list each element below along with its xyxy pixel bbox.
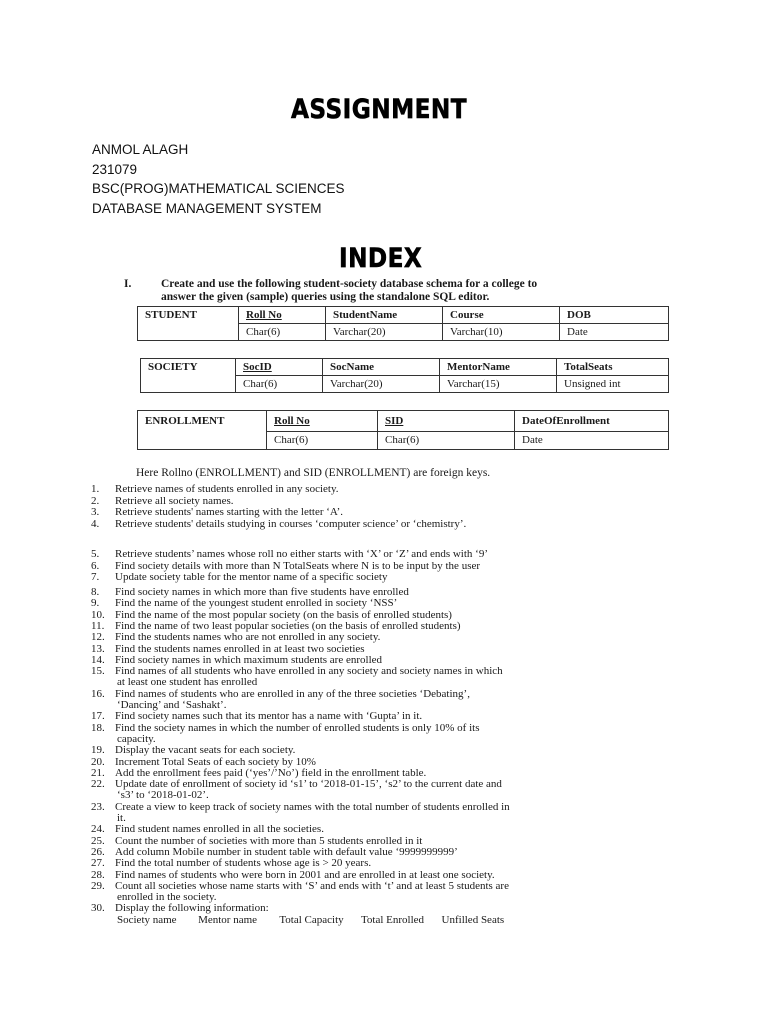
display-col-mentor: Mentor name (198, 913, 258, 926)
enrollment-table-name: ENROLLMENT (138, 411, 267, 432)
enrollment-type-rollno: Char(6) (267, 431, 378, 450)
list-item: 16. Find names of students who are enrolled in any of the three societies ‘Debating’, (91, 687, 470, 700)
list-item: 14. Find society names in which maximum students are enrolled (91, 653, 383, 666)
display-col-enrolled: Total Enrolled (360, 913, 425, 926)
list-item: 2. Retrieve all society names. (91, 494, 234, 507)
student-table (137, 306, 669, 341)
list-item-continuation: capacity. (117, 732, 156, 745)
roll-number: 231079 (92, 161, 138, 177)
student-col-course: Course (443, 307, 560, 324)
society-table-name: SOCIETY (141, 359, 236, 376)
list-item: 3. Retrieve students' names starting with the letter ‘A’. (91, 506, 344, 518)
society-col-seats: TotalSeats (557, 359, 669, 376)
enrollment-type-empty (138, 431, 267, 450)
index-title: INDEX (339, 243, 423, 274)
student-col-rollno: Roll No (239, 307, 326, 324)
list-item: 24. Find student names enrolled in all the societies. (91, 823, 324, 836)
list-item: 19. Display the vacant seats for each society. (91, 744, 296, 757)
list-item: 28. Find names of students who were born in 2001 and are enrolled in at least one society. (91, 868, 495, 881)
list-item: 12. Find the students names who are not enrolled in any society. (91, 631, 381, 644)
intro-text (161, 278, 537, 303)
list-item: 11. Find the name of two least popular societies (on the basis of enrolled students) (91, 619, 461, 632)
list-item: 6. Find society details with more than N TotalSeats where N is to be input by the user (91, 559, 481, 572)
list-item: 18. Find the society names in which the number of enrolled students is only 10% of its (91, 721, 480, 734)
list-item: 5. Retrieve students’ names whose roll no either starts with ‘X’ or ‘Z’ and ends with ‘9’ (91, 548, 488, 560)
intro-numeral: I. (124, 278, 132, 290)
society-col-socname: SocName (323, 359, 440, 376)
list-item: 4. Retrieve students' details studying in courses ‘computer science’ or ‘chemistry’. (91, 517, 467, 530)
list-item-continuation: enrolled in the society. (117, 891, 217, 904)
display-col-unfilled: Unfilled Seats (441, 913, 505, 926)
list-item: 10. Find the name of the most popular society (on the basis of enrolled students) (91, 608, 452, 621)
list-item-continuation: it. (117, 812, 126, 824)
display-col-capacity: Total Capacity (279, 913, 344, 926)
list-item-continuation: ‘Dancing’ and ‘Sashakt’. (117, 699, 227, 711)
student-type-rollno: Char(6) (239, 324, 326, 341)
enrollment-type-sid: Char(6) (378, 431, 515, 450)
list-item: 15. Find names of all students who have enrolled in any society and society names in which (91, 665, 503, 678)
student-type-name: Varchar(20) (326, 324, 443, 341)
course-name: BSC(PROG)MATHEMATICAL SCIENCES (92, 181, 345, 196)
author-block (92, 140, 345, 218)
enrollment-col-sid: SID (378, 411, 515, 432)
society-type-empty (141, 376, 236, 393)
society-type-socid: Char(6) (236, 376, 323, 393)
student-type-dob: Date (560, 324, 669, 341)
list-item: 8. Find society names in which more than five students have enrolled (91, 586, 409, 598)
list-item: 20. Increment Total Seats of each society by 10% (91, 755, 316, 768)
student-type-course: Varchar(10) (443, 324, 560, 341)
list-item: 9. Find the name of the youngest student enrolled in society ‘NSS’ (91, 597, 398, 610)
society-type-mentor: Varchar(15) (440, 376, 557, 393)
enrollment-col-rollno: Roll No (267, 411, 378, 432)
list-item: 17. Find society names such that its mentor has a name with ‘Gupta’ in it. (91, 710, 423, 723)
list-item: 27. Find the total number of students whose age is > 20 years. (91, 857, 372, 870)
foreign-key-note: Here Rollno (ENROLLMENT) and SID (ENROLLMENT) are foreign keys. (136, 467, 491, 479)
student-table-name: STUDENT (138, 307, 239, 324)
society-col-mentor: MentorName (440, 359, 557, 376)
enrollment-type-date: Date (515, 431, 669, 450)
enrollment-col-date: DateOfEnrollment (515, 411, 669, 432)
list-item: 30. Display the following information: (91, 902, 269, 915)
student-type-empty (138, 324, 239, 341)
society-col-socid: SocID (236, 359, 323, 376)
list-item: 13. Find the students names enrolled in at least two societies (91, 642, 365, 655)
list-item: 22. Update date of enrollment of society id ‘s1’ to ‘2018-01-15’, ‘s2’ to the current date and (91, 778, 502, 791)
society-table (140, 358, 669, 393)
list-item: 29. Count all societies whose name starts with ‘S’ and ends with ‘t’ and at least 5 students are (91, 879, 509, 892)
list-item: 1. Retrieve names of students enrolled in any society. (91, 483, 339, 495)
list-item-continuation: ‘s3’ to ‘2018-01-02’. (117, 789, 209, 802)
list-item: 23. Create a view to keep track of society names with the total number of students enrolled in (91, 800, 510, 813)
student-col-dob: DOB (560, 307, 669, 324)
display-col-society: Society name (117, 913, 177, 926)
author-name: ANMOL ALAGH (92, 142, 189, 157)
display-columns (117, 915, 504, 926)
list-item: 7. Update society table for the mentor name of a specific society (91, 571, 388, 583)
list-item: 25. Count the number of societies with more than 5 students enrolled in it (91, 834, 423, 847)
student-col-name: StudentName (326, 307, 443, 324)
list-item: 26. Add column Mobile number in student table with default value ‘9999999999’ (91, 845, 458, 858)
list-item-continuation: at least one student has enrolled (117, 676, 258, 689)
society-type-seats: Unsigned int (557, 376, 669, 393)
subject-name: DATABASE MANAGEMENT SYSTEM (92, 200, 322, 216)
enrollment-table (137, 410, 669, 450)
page-title: ASSIGNMENT (291, 94, 468, 125)
list-item: 21. Add the enrollment fees paid (‘yes’/’No’) field in the enrollment table. (91, 766, 427, 779)
intro-line-2: answer the given (sample) queries using the standalone SQL editor. (161, 290, 490, 303)
intro-line-1: Create and use the following student-society database schema for a college to (161, 278, 538, 290)
society-type-socname: Varchar(20) (323, 376, 440, 393)
